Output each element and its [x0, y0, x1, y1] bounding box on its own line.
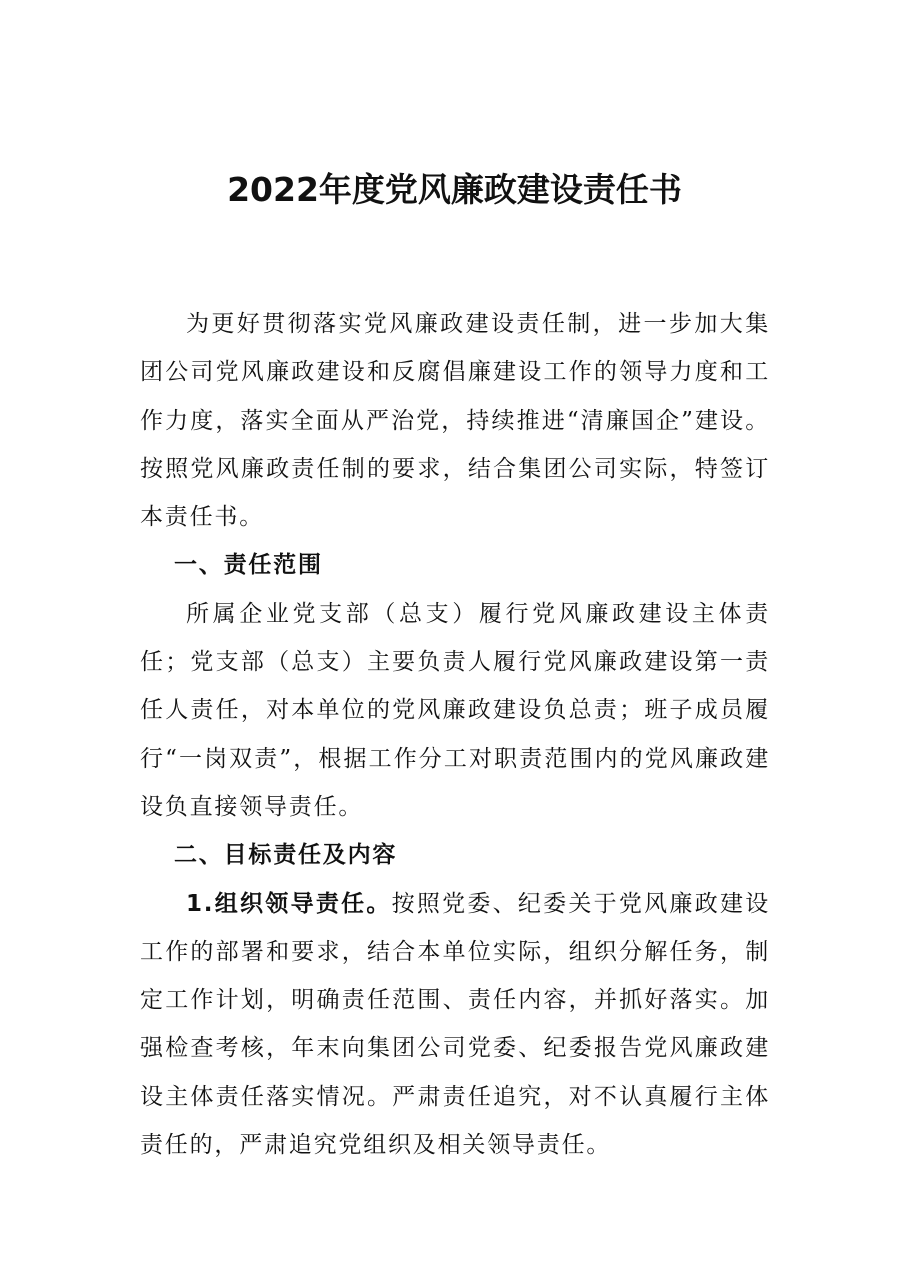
section-2-heading: 二、目标责任及内容	[174, 842, 398, 869]
intro-paragraph: 为更好贯彻落实党风廉政建设责任制，进一步加大集团公司党风廉政建设和反腐倡廉建设工作的领导力度和工作力度，落实全面从严治党，持续推进“清廉国企”建设。按照党风廉政责任制的要求，结合集团公司实际，特签订本责任书。	[140, 311, 770, 531]
section-1-paragraph: 所属企业党支部（总支）履行党风廉政建设主体责任；党支部（总支）主要负责人履行党风廉政建设第一责任人责任，对本单位的党风廉政建设负总责；班子成员履行“一岗双责”，根据工作分工对职责范围内的党风廉政建设负直接领导责任。	[140, 600, 770, 820]
section-2-item-1	[140, 880, 770, 1170]
item-1-text: 按照党委、纪委关于党风廉政建设工作的部署和要求，结合本单位实际，组织分解任务，制定工作计划，明确责任范围、责任内容，并抓好落实。加强检查考核，年末向集团公司党委、纪委报告党风廉政建设主体责任落实情况。严肃责任追究，对不认真履行主体责任的，严肃追究党组织及相关领导责任。	[140, 890, 771, 1159]
document-body	[140, 300, 770, 1169]
document-title: 2022年度党风廉政建设责任书	[227, 170, 682, 210]
section-1-heading: 一、责任范围	[174, 552, 323, 579]
item-1-lead: 1.组织领导责任。	[186, 890, 392, 917]
